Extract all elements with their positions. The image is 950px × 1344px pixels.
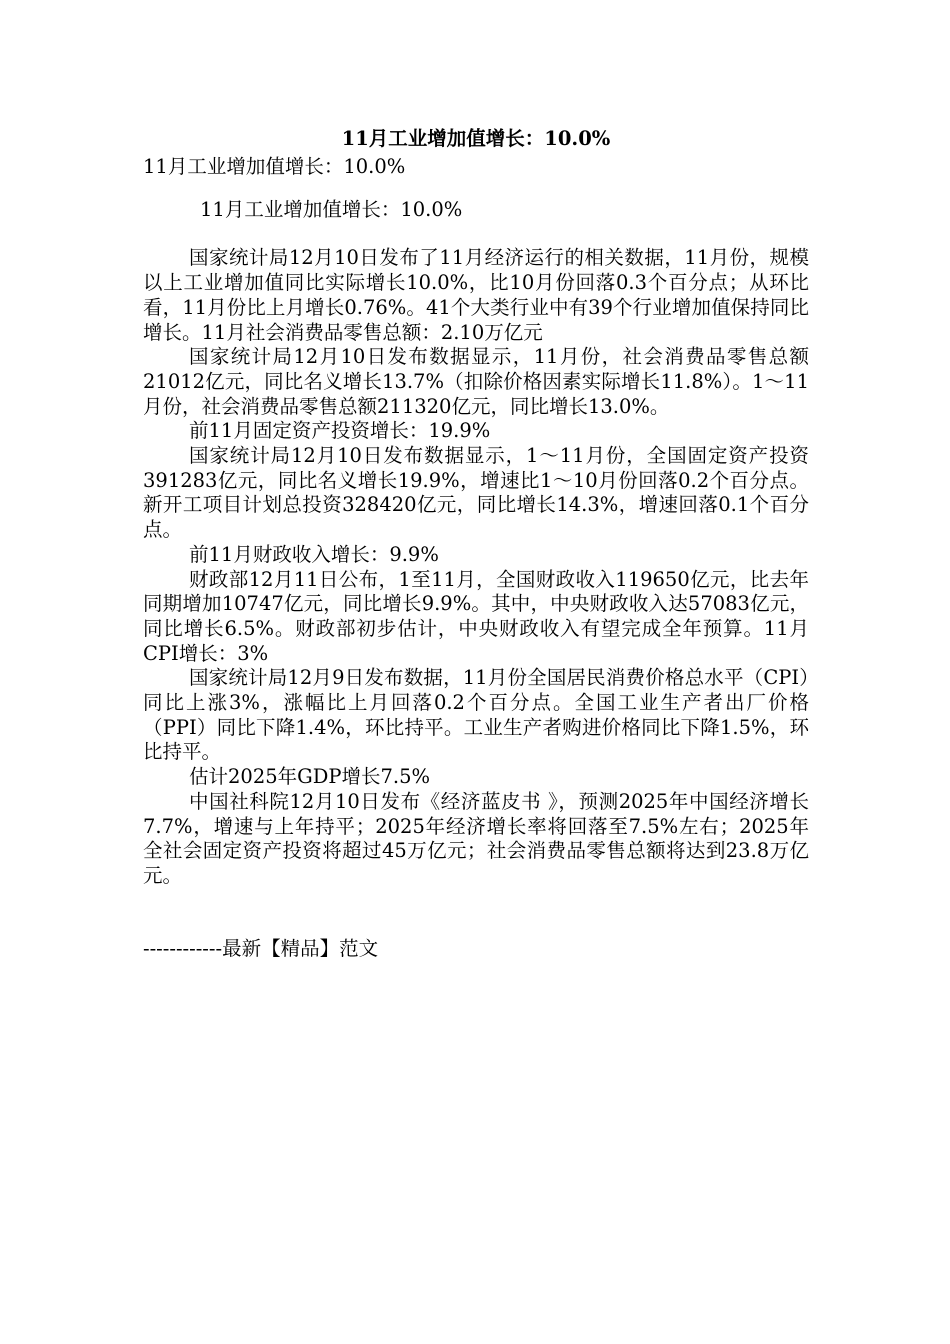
document-subtitle-indented: 11月工业增加值增长：10.0% xyxy=(200,197,463,221)
document-title: 11月工业增加值增长：10.0% xyxy=(341,127,611,150)
document-subtitle: 11月工业增加值增长：10.0% xyxy=(143,155,406,178)
paragraph-cpi: 国家统计局12月9日发布数据，11月份全国居民消费价格总水平（CPI）同比上涨3%，涨幅比上月回落0.2个百分点。全国工业生产者出厂价格（PPI）同比下降1.4%，环比持平。工业生产者购进价格同比下降1.5%，环比持平。 xyxy=(143,666,809,764)
paragraph-fixed-investment: 国家统计局12月10日发布数据显示，1～11月份，全国固定资产投资391283亿元，同比名义增长19.9%，增速比1～10月份回落0.2个百分点。新开工项目计划总投资328420亿元，同比增长14.3%，增速回落0.1个百分点。 xyxy=(143,444,809,542)
paragraph-industrial-value: 国家统计局12月10日发布了11月经济运行的相关数据，11月份，规模以上工业增加值同比实际增长10.0%，比10月份回落0.3个百分点；从环比看，11月份比上月增长0.76%。41个大类行业中有39个行业增加值保持同比增长。11月社会消费品零售总额：2.10万亿元 xyxy=(143,246,809,344)
paragraph-heading-gdp: 估计2025年GDP增长7.5% xyxy=(189,765,430,789)
paragraph-blue-book: 中国社科院12月10日发布《经济蓝皮书 》，预测2025年中国经济增长7.7%，增速与上年持平；2025年经济增长率将回落至7.5%左右；2025年全社会固定资产投资将超过45万亿元；社会消费品零售总额将达到23.8万亿元。 xyxy=(143,789,809,887)
paragraph-heading-fixed-investment: 前11月固定资产投资增长：19.9% xyxy=(189,419,491,443)
paragraph-fiscal-revenue: 财政部12月11日公布，1至11月，全国财政收入119650亿元，比去年同期增加10747亿元，同比增长9.9%。其中，中央财政收入达57083亿元，同比增长6.5%。财政部初步估计，中央财政收入有望完成全年预算。11月CPI增长：3% xyxy=(143,567,809,665)
paragraph-retail-sales: 国家统计局12月10日发布数据显示，11月份，社会消费品零售总额21012亿元，同比名义增长13.7%（扣除价格因素实际增长11.8%）。1～11月份，社会消费品零售总额211320亿元，同比增长13.0%。 xyxy=(143,345,809,418)
document-footer: ------------最新【精品】范文 xyxy=(143,936,379,960)
paragraph-heading-fiscal-revenue: 前11月财政收入增长：9.9% xyxy=(189,542,439,566)
document-page xyxy=(143,122,809,981)
